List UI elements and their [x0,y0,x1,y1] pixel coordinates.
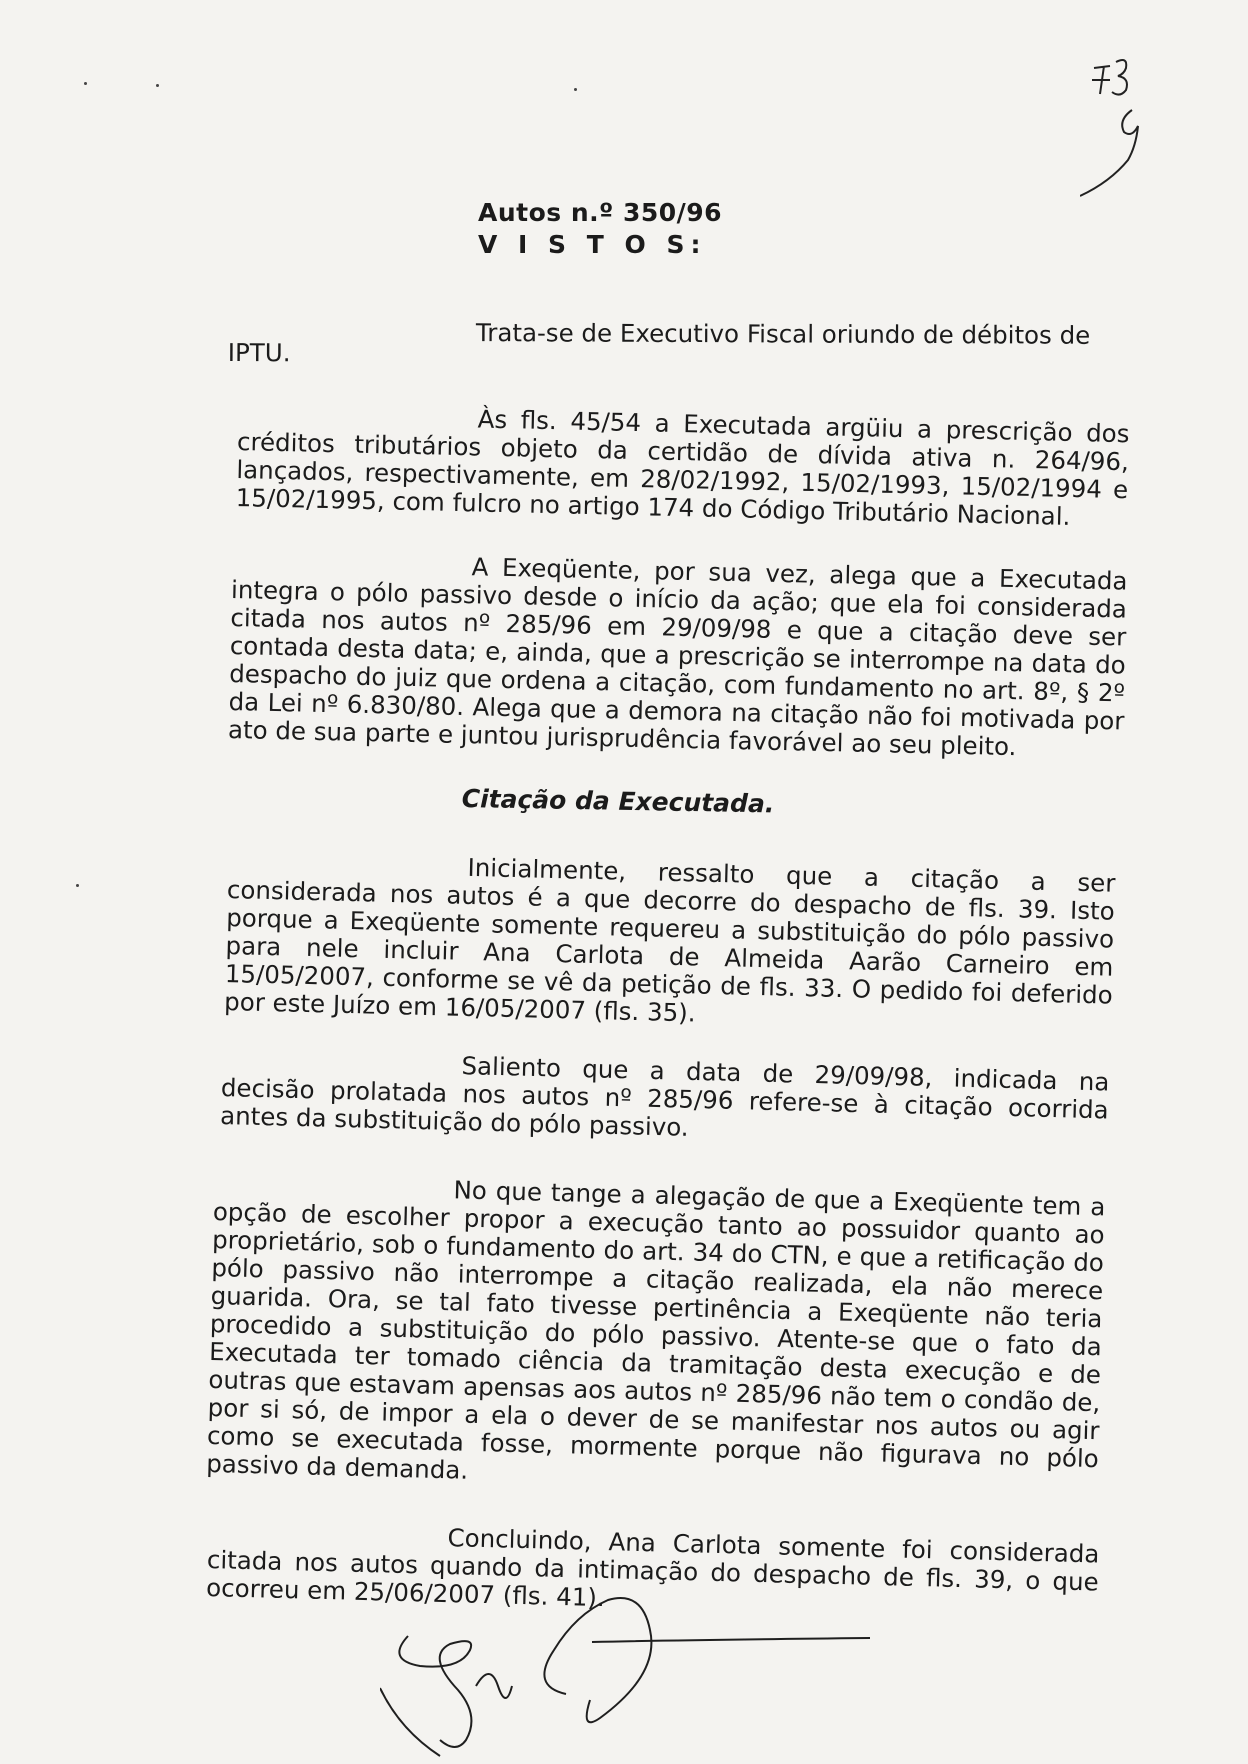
paragraph-text: Às fls. 45/54 a Executada argüiu a prescrição dos créditos tributários objeto da certidão de dívida ativa n. 264/96, lançados, respectivamente, em 28/02/1992, 15/02/1993, 15/02/1994 e 15/02/1995, com fulcro no artigo 174 do Código Tributário Nacional. [235,404,1130,531]
case-number: Autos n.º 350/96 [478,198,723,227]
paragraph-text: Saliento que a data de 29/09/98, indicada na decisão prolatada nos autos nº 285/96 refere-se à citação ocorrida antes da substituição do pólo passivo. [219,1051,1110,1142]
intro-line-1: Trata-se de Executivo Fiscal oriundo de débitos de [475,318,1091,350]
paragraph-exequente [228,548,1128,763]
handwritten-page-number [1080,50,1190,204]
paragraph-text: Inicialmente, ressalto que a citação a ser considerada nos autos é a que decorre do despacho de fls. 39. Isto porque a Exeqüente somente requereu a substituição do pólo passivo para nele incluir Ana Carlota de Almeida Aarão Carneiro em 15/05/2007, conforme se vê da petição de fls. 33. O pedido foi deferido por este Juízo em 16/05/2007 (fls. 35). [223,852,1116,1028]
section-title: Citação da Executada. [461,784,775,819]
paragraph-text: Concluindo, Ana Carlota somente foi considerada citada nos autos quando da intimação do despacho de fls. 39, o que ocorreu em 25/06/2007 (fls. 41). [205,1523,1100,1613]
intro-paragraph [227,318,1133,368]
handwritten-signature [380,1590,900,1764]
paragraph-text: No que tange a alegação de que a Exeqüente tem a opção de escolher propor a execução tanto ao possuidor quanto ao proprietário, sob o fundamento do art. 34 do CTN, e que a retificação do pólo passivo não interrompe a citação realizada, ela não merece guarida. Ora, se tal fato tivesse pertinência a Exeqüente não teria procedido a substituição do pólo passivo. Atente-se que o fato da Executada ter tomado ciência da tramitação desta execução e de outras que estavam apensas aos autos nº 285/96 não tem o condão de, por si só, de impor a ela o dever de se manifestar nos autos ou agir como se executada fosse, mormente porque não figurava no pólo passivo da demanda. [205,1175,1106,1485]
paragraph-saliento [220,1046,1110,1152]
paragraph-prescricao [235,400,1129,532]
paragraph-inicialmente [224,848,1116,1038]
paragraph-no-que-tange [206,1170,1106,1501]
intro-line-2: IPTU. [227,337,291,368]
paragraph-text: A Exeqüente, por sua vez, alega que a Executada integra o pólo passivo desde o início da ação; que ela foi considerada citada nos autos nº 285/96 em 29/09/98 e que a citação deve ser contada desta data; e, ainda, que a prescrição se interrompe na data do despacho do juiz que ordena a citação, com fundamento no art. 8º, § 2º da Lei nº 6.830/80. Alega que a demora na citação não foi motivada por ato de sua parte e juntou jurisprudência favorável ao seu pleito. [227,552,1128,762]
vistos-heading: V I S T O S: [478,230,707,259]
